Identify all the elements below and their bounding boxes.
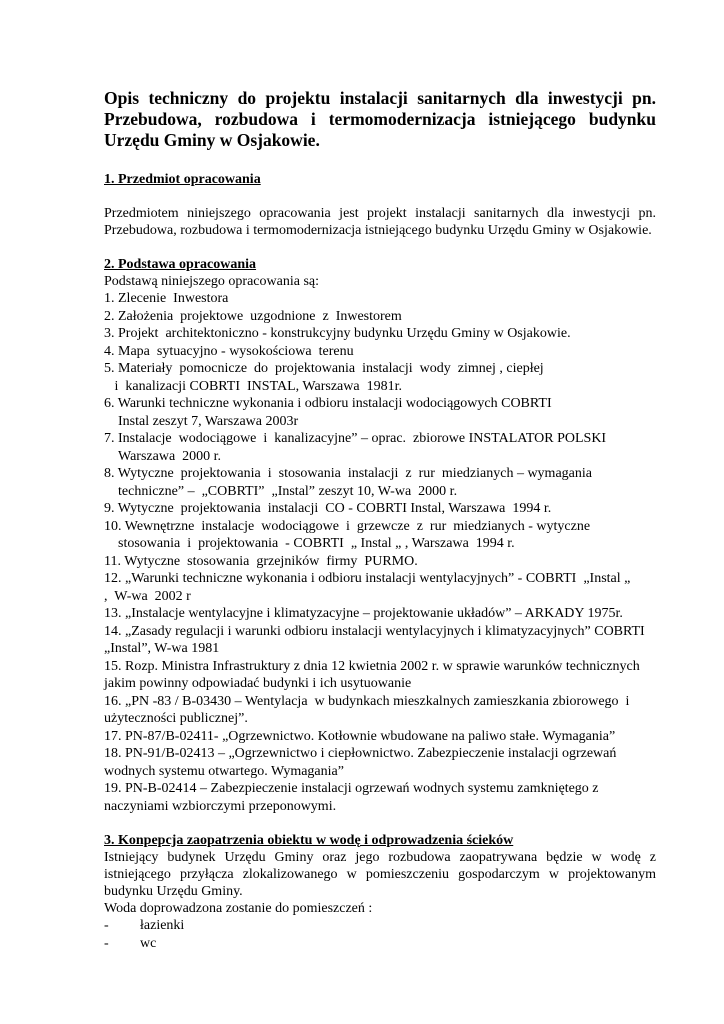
list-item: 17. PN-87/B-02411- „Ogrzewnictwo. Kotłownie wbudowane na paliwo stałe. Wymagania” <box>104 728 616 744</box>
section-3-intro: Woda doprowadzona zostanie do pomieszczeń : <box>104 901 373 916</box>
list-item: 9. Wytyczne projektowania instalacji CO - COBRTI Instal, Warszawa 1994 r. <box>104 501 552 516</box>
room-label: wc <box>140 935 157 951</box>
section-2-heading: 2. Podstawa opracowania <box>104 257 257 272</box>
references-list <box>104 290 656 815</box>
section-1-text: Przedmiotem niniejszego opracowania jest projekt instalacji sanitarnych dla inwestycji pn. Przebudowa, rozbudowa i termomodernizacja istniejącego budynku Urzędu Gminy w Osjakowie. <box>104 206 656 238</box>
list-item: 7. Instalacje wodociągowe i kanalizacyjne” – oprac. zbiorowe INSTALATOR POLSKI Warszawa 2000 r. <box>104 431 607 464</box>
section-3-heading: 3. Konpepcja zaopatrzenia obiektu w wodę i odprowadzenia ścieków <box>104 833 514 848</box>
list-item: 6. Warunki techniczne wykonania i odbioru instalacji wodociągowych COBRTI Instal zeszyt 7, Warszawa 2003r <box>104 396 552 429</box>
list-item: 15. Rozp. Ministra Infrastruktury z dnia 12 kwietnia 2002 r. w sprawie warunków technicznych jakim powinny odpowiadać budynki i ich usytuowanie <box>104 658 644 691</box>
section-3-text: Istniejący budynek Urzędu Gminy oraz jego rozbudowa zaopatrywana będzie w wodę z istniejącego przyłącza zlokalizowanego w pomieszczeniu gospodarczym w projektowanym budynku Urzędu Gminy. <box>104 850 656 899</box>
list-item: 3. Projekt architektoniczno - konstrukcyjny budynku Urzędu Gminy w Osjakowie. <box>104 326 571 341</box>
section-2-intro: Podstawą niniejszego opracowania są: <box>104 274 319 289</box>
document-page <box>104 88 656 952</box>
list-item: 10. Wewnętrzne instalacje wodociągowe i grzewcze z rur miedzianych - wytyczne stosowania i projektowania - COBRTI „ Instal „ , Warszawa 1994 r. <box>104 518 591 551</box>
list-item <box>104 917 656 935</box>
list-item: 16. „PN -83 / B-03430 – Wentylacja w budynkach mieszkalnych zamieszkania zbiorowego i użyteczności publicznej”. <box>104 693 633 726</box>
list-item: 4. Mapa sytuacyjno - wysokościowa terenu <box>104 343 354 359</box>
list-item: 2. Założenia projektowe uzgodnione z Inwestorem <box>104 308 402 324</box>
document-title: Opis techniczny do projektu instalacji sanitarnych dla inwestycji pn. Przebudowa, rozbudowa i termomodernizacja istniejącego budynku Urzędu Gminy w Osjakowie. <box>104 88 656 150</box>
list-item: 19. PN-B-02414 – Zabezpieczenie instalacji ogrzewań wodnych systemu zamkniętego z naczyniami wzbiorczymi przeponowymi. <box>104 781 603 814</box>
list-item: 5. Materiały pomocnicze do projektowania instalacji wody zimnej , ciepłej i kanalizacji COBRTI INSTAL, Warszawa 1981r. <box>104 361 544 394</box>
list-item: 11. Wytyczne stosowania grzejników firmy PURMO. <box>104 553 418 569</box>
dash-marker: - <box>104 918 109 933</box>
list-item: 8. Wytyczne projektowania i stosowania instalacji z rur miedzianych – wymagania techniczne” – „COBRTI” „Instal” zeszyt 10, W-wa 2000 r. <box>104 466 592 499</box>
list-item: 13. „Instalacje wentylacyjne i klimatyzacyjne – projektowanie układów” – ARKADY 1975r. <box>104 606 623 621</box>
section-1-heading: 1. Przedmiot opracowania <box>104 172 261 187</box>
list-item <box>104 935 656 953</box>
dash-marker: - <box>104 935 109 951</box>
room-label: łazienki <box>140 918 185 933</box>
list-item: 18. PN-91/B-02413 – „Ogrzewnictwo i ciepłownictwo. Zabezpieczenie instalacji ogrzewań wodnych systemu otwartego. Wymagania” <box>104 746 620 779</box>
list-item: 12. „Warunki techniczne wykonania i odbioru instalacji wentylacyjnych” - COBRTI „Instal „ , W-wa 2002 r <box>104 571 631 604</box>
list-item: 14. „Zasady regulacji i warunki odbioru instalacji wentylacyjnych i klimatyzacyjnych” COBRTI „Instal”, W-wa 1981 <box>104 623 649 656</box>
list-item: 1. Zlecenie Inwestora <box>104 291 229 306</box>
